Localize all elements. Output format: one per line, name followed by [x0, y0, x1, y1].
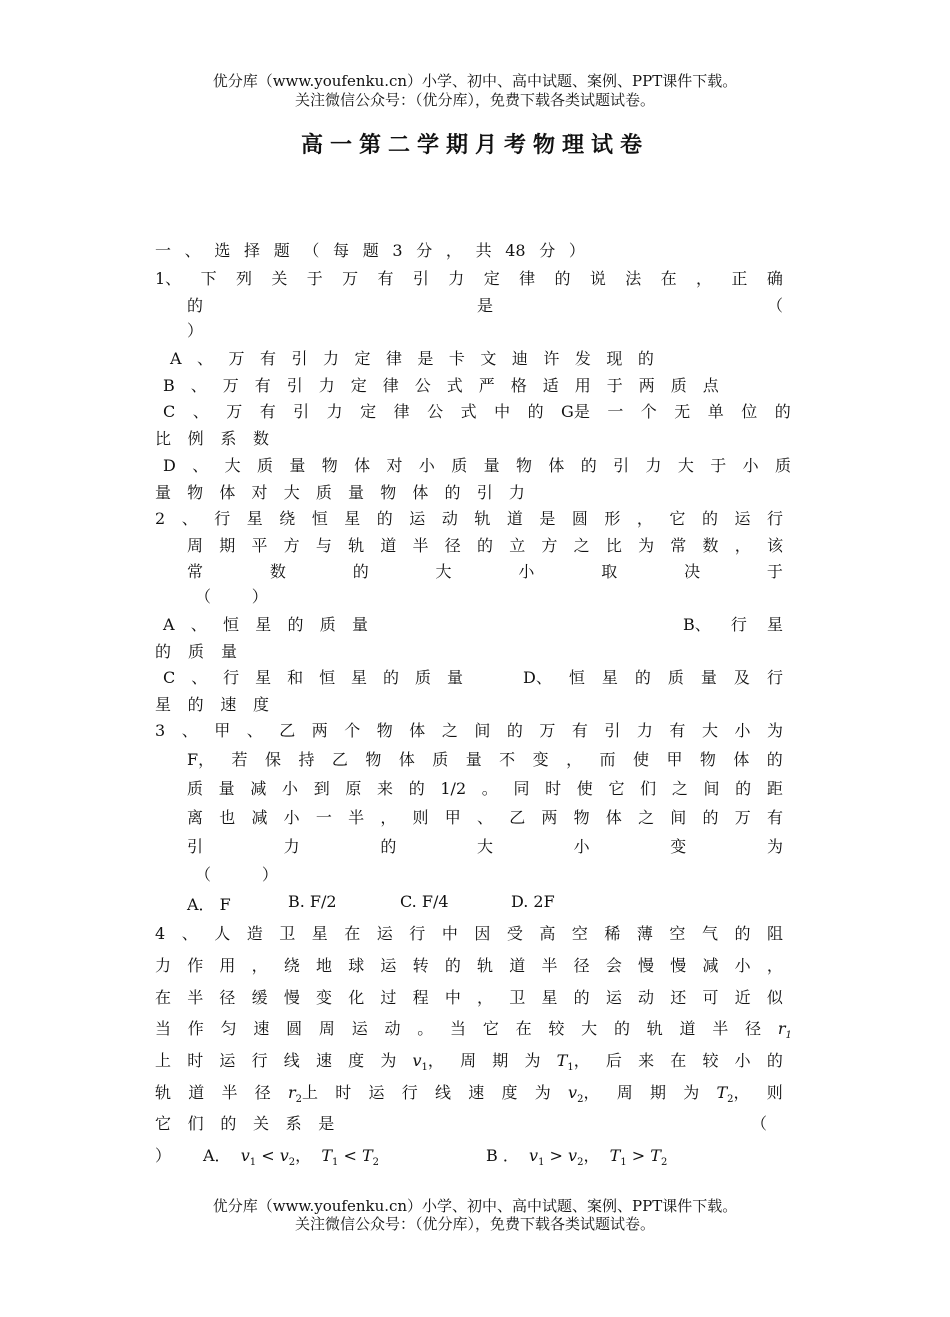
- q4-stem-line-8: ）: [155, 1146, 172, 1165]
- footer-line-2: 关注微信公众号：（优分库），免费下载各类试题试卷。: [294, 1215, 655, 1233]
- q1-option-c-line-2: 比 例 系 数: [155, 429, 269, 448]
- footer-line-1: 优分库（www.youfenku.cn）小学、初中、高中试题、案例、PPT课件下载。: [212, 1197, 738, 1215]
- q2-stem-line-3: 常 数 的 大 小 取 决 于: [187, 562, 783, 581]
- q1-option-d-line-2: 量 物 体 对 大 质 量 物 体 的 引 力: [155, 483, 525, 502]
- q2-stem-line-2: 周 期 平 方 与 轨 道 半 径 的 立 方 之 比 为 常 数 ， 该: [187, 536, 783, 555]
- header-line-2: 关注微信公众号：（优分库），免费下载各类试题试卷。: [294, 91, 655, 109]
- q3-stem-line-4: 离 也 减 小 一 半 ， 则 甲 、 乙 两 物 体 之 间 的 万 有: [187, 808, 783, 827]
- page-title: 高一第二学期月考物理试卷: [300, 132, 649, 158]
- q4-option-a: A． $v_1 < v_2$， $T_1 < T_2$: [203, 1146, 380, 1169]
- q2-option-a: A 、 恒 星 的 质 量: [163, 615, 368, 634]
- q1-stem-line-1: 1、 下 列 关 于 万 有 引 力 定 律 的 说 法 在 ， 正 确: [155, 269, 783, 288]
- q3-stem-line-5: 引 力 的 大 小 变 为: [187, 837, 783, 856]
- q4-option-b: B ． $v_1 > v_2$， $T_1 > T_2$: [486, 1146, 668, 1169]
- q2-option-d-line-1: D、 恒 星 的 质 量 及 行: [523, 668, 783, 687]
- q4-stem-line-5: 上 时 运 行 线 速 度 为 $v_1$， 周 期 为 $T_1$， 后 来 在 较 小 的: [155, 1051, 783, 1074]
- q3-option-d: D. 2F: [511, 892, 555, 911]
- q3-stem-line-2: F， 若 保 持 乙 物 体 质 量 不 变 ， 而 使 甲 物 体 的: [187, 750, 783, 769]
- q2-option-d-line-2: 星 的 速 度: [155, 695, 269, 714]
- q2-stem-line-4: （ ）: [195, 587, 268, 606]
- q2-option-b-line-1: B、 行 星: [683, 615, 783, 634]
- q3-option-b: B. F/2: [288, 892, 337, 911]
- q4-stem-line-7: 它 们 的 关 系 是 （: [155, 1114, 767, 1133]
- q4-stem-line-6: 轨 道 半 径 $r_2$上 时 运 行 线 速 度 为 $v_2$， 周 期 为 $T_2$， 则: [155, 1083, 783, 1106]
- q3-option-c: C. F/4: [400, 892, 449, 911]
- q3-stem-line-6: （ ）: [195, 865, 278, 884]
- q2-stem-line-1: 2 、 行 星 绕 恒 星 的 运 动 轨 道 是 圆 形 ， 它 的 运 行: [155, 509, 783, 528]
- q3-stem-line-1: 3 、 甲 、 乙 两 个 物 体 之 间 的 万 有 引 力 有 大 小 为: [155, 721, 783, 740]
- q1-stem-line-3: ）: [187, 321, 204, 340]
- section-heading: 一 、 选 择 题 （ 每 题 3 分 ， 共 48 分 ）: [155, 241, 585, 260]
- q4-stem-line-3: 在 半 径 缓 慢 变 化 过 程 中 ， 卫 星 的 运 动 还 可 近 似: [155, 988, 783, 1007]
- q4-stem-line-2: 力 作 用 ， 绕 地 球 运 转 的 轨 道 半 径 会 慢 慢 减 小 ，: [155, 956, 783, 975]
- q1-option-b: B 、 万 有 引 力 定 律 公 式 严 格 适 用 于 两 质 点: [163, 376, 719, 395]
- q1-option-c-line-1: C 、 万 有 引 力 定 律 公 式 中 的 G是 一 个 无 单 位 的: [163, 402, 791, 421]
- q2-option-c: C 、 行 星 和 恒 星 的 质 量: [163, 668, 463, 687]
- q1-option-a: A 、 万 有 引 力 定 律 是 卡 文 迪 许 发 现 的: [170, 349, 654, 368]
- q3-option-a: A． F: [187, 895, 231, 914]
- q2-option-b-line-2: 的 质 量: [155, 642, 237, 661]
- q4-stem-line-4: 当 作 匀 速 圆 周 运 动 。 当 它 在 较 大 的 轨 道 半 径 $r_1$: [155, 1019, 792, 1042]
- q4-stem-line-1: 4 、 人 造 卫 星 在 运 行 中 因 受 高 空 稀 薄 空 气 的 阻: [155, 924, 783, 943]
- q1-option-d-line-1: D 、 大 质 量 物 体 对 小 质 量 物 体 的 引 力 大 于 小 质: [163, 456, 791, 475]
- q3-stem-line-3: 质 量 减 小 到 原 来 的 1/2 。 同 时 使 它 们 之 间 的 距: [187, 779, 783, 798]
- header-line-1: 优分库（www.youfenku.cn）小学、初中、高中试题、案例、PPT课件下载。: [212, 72, 738, 90]
- q1-stem-line-2: 的 是 （: [187, 296, 783, 315]
